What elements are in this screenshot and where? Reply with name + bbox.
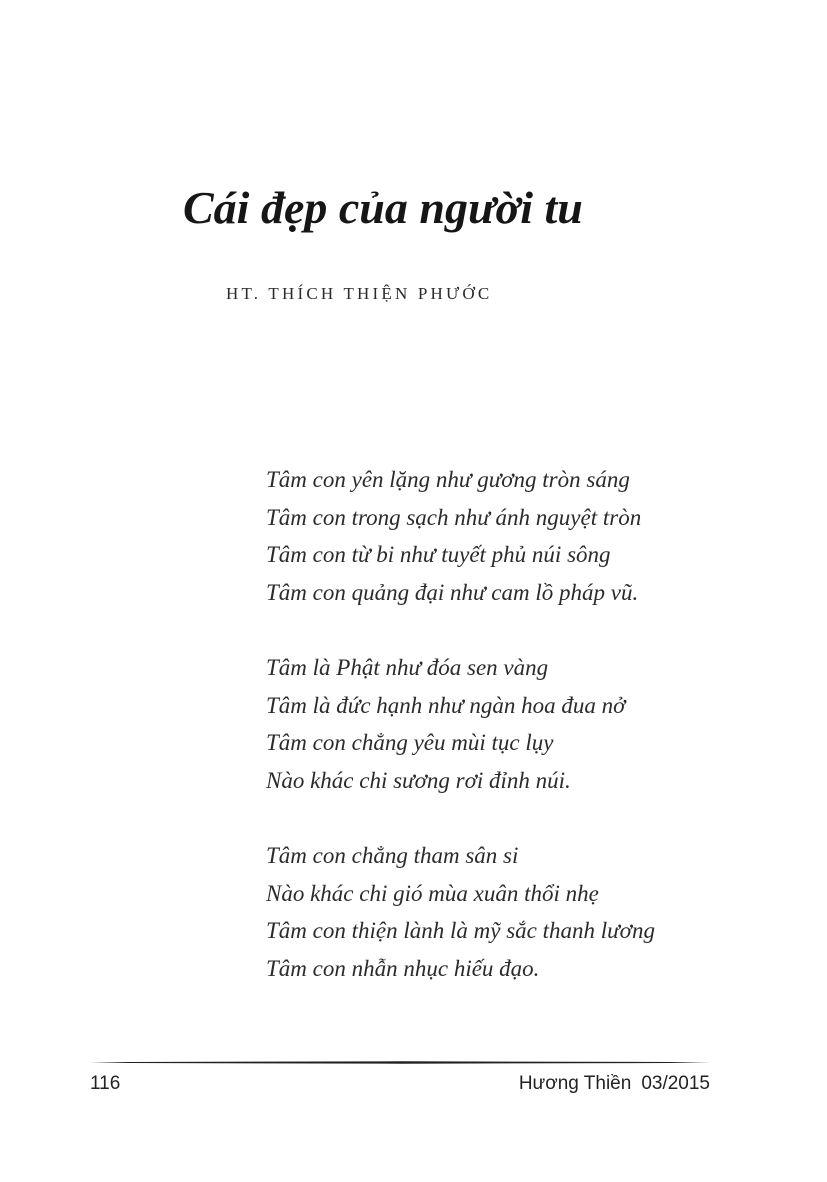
poem-stanza-1: [266, 461, 655, 611]
poem-line: Nào khác chi gió mùa xuân thổi nhẹ: [266, 880, 599, 906]
poem-line: Tâm con chẳng yêu mùi tục lụy: [266, 730, 554, 755]
poem-line: Tâm là Phật như đóa sen vàng: [266, 655, 549, 680]
poem-line: Nào khác chi sương rơi đỉnh núi.: [266, 767, 571, 793]
poem-line: Tâm con trong sạch như ánh nguyệt tròn: [266, 504, 642, 530]
magazine-name: Hương Thiền: [518, 1073, 632, 1094]
issue-date: 03/2015: [641, 1073, 710, 1094]
poem: [266, 461, 655, 1025]
poem-line: Tâm con chẳng tham sân si: [266, 843, 519, 868]
poem-stanza-3: [266, 837, 655, 987]
poem-line: Tâm con quảng đại như cam lồ pháp vũ.: [266, 579, 639, 605]
article-author: HT. THÍCH THIỆN PHƯỚC: [226, 284, 493, 303]
footer-divider: [90, 1060, 710, 1065]
poem-line: Tâm con nhẫn nhục hiếu đạo.: [266, 955, 540, 981]
article-title: Cái đẹp của người tu: [183, 182, 583, 233]
poem-stanza-2: [266, 649, 655, 799]
poem-line: Tâm con yên lặng như gương tròn sáng: [266, 467, 630, 492]
poem-line: Tâm là đức hạnh như ngàn hoa đua nở: [266, 692, 626, 718]
poem-line: Tâm con từ bi như tuyết phủ núi sông: [266, 542, 611, 567]
page-number: 116: [90, 1073, 121, 1094]
poem-line: Tâm con thiện lành là mỹ sắc thanh lương: [266, 918, 655, 943]
publication-info: [519, 1072, 710, 1096]
